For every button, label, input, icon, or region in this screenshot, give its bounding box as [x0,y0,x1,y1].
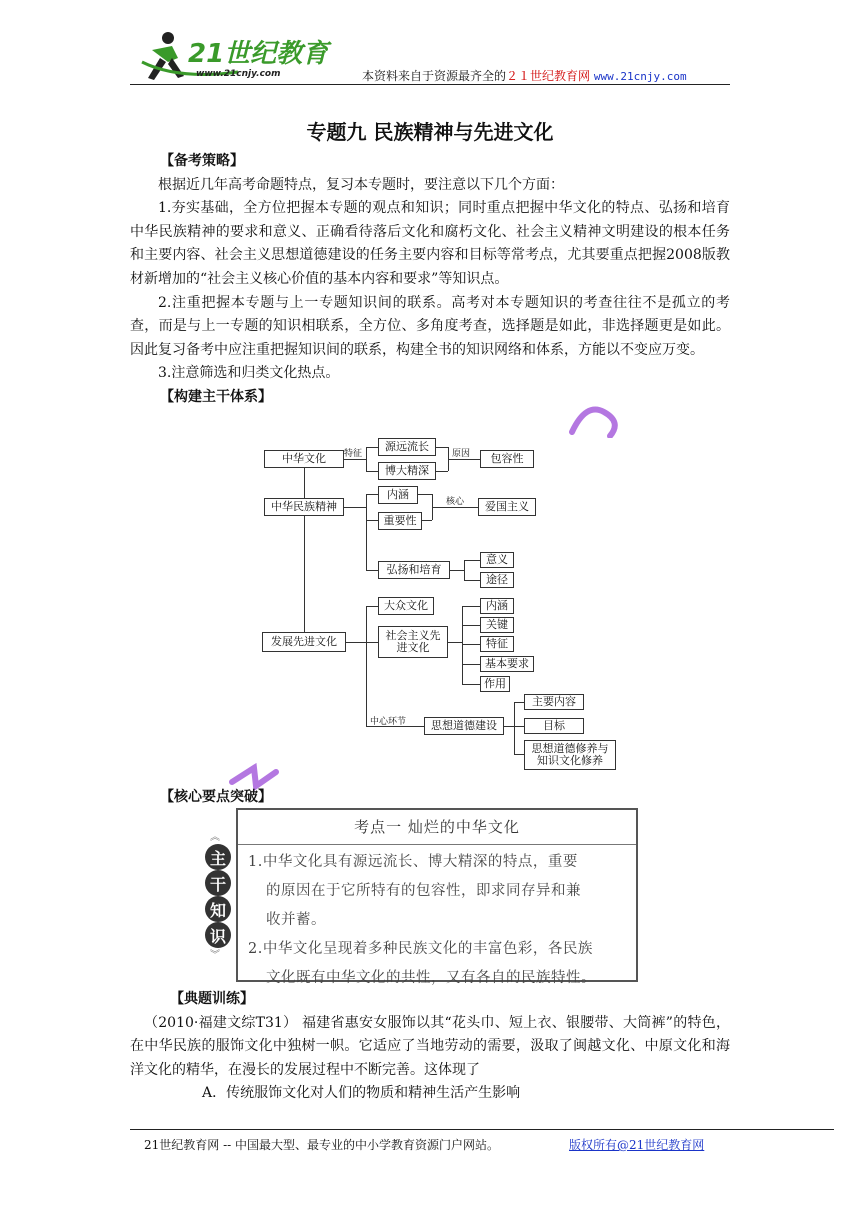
connector [366,520,378,521]
connector [504,726,514,727]
connector [448,642,462,643]
node-jiben: 基本要求 [480,656,534,672]
strategy-point-2: 2.注重把握本专题与上一专题知识间的联系。高考对本专题知识的考查往往不是孤立的考查，而是与上一专题的知识相联系，全方位、多角度考查，选择题是如此，非选择题更是如此。因此复习备考中应注重把握知识间的联系，构建全书的知识网络和体系，方能以不变应万变。 [130,294,730,358]
node-zhongyao: 重要性 [378,512,422,530]
strategy-point-1: 1.夯实基础，全方位把握本专题的观点和知识；同时重点把握中华文化的特点、弘扬和培育中华民族精神的要求和意义、正确看待落后文化和腐朽文化、社会主义精神文明建设的根本任务和主要内容、社会主义思想道德建设的任务主要内容和目标等常考点，尤其要重点把握2008版教材新增加的“社会主义核心价值的基本内容和要求”等知识点。 [130,200,730,287]
training-heading: 【典题训练】 [170,991,254,1007]
label-yuanyin: 原因 [452,449,471,459]
connector [422,520,432,521]
connector [346,642,366,643]
connector [450,570,464,571]
connector [366,570,378,571]
connector [462,664,480,665]
node-minzu-jingshen: 中华民族精神 [264,498,344,516]
knowledge-item-2-line: 2.中华文化呈现着多种民族文化的丰富色彩，各民族 [248,941,593,957]
header-note [362,67,687,84]
knowledge-box [236,808,638,986]
site-logo [138,28,338,84]
node-shehui [378,626,448,658]
connector [462,606,480,607]
node-xiuyang-line2: 知识文化修养 [537,754,603,767]
page-title: 专题九 民族精神与先进文化 [306,120,554,144]
logo-text: 21世纪教育 [188,39,329,69]
connector [462,644,480,645]
node-shehui-line1: 社会主义先 [385,629,441,642]
connector [304,516,305,632]
side-char: 干 [205,870,231,896]
node-mubiao: 目标 [524,718,584,734]
side-char: 识 [205,922,231,948]
core-heading: 【核心要点突破】 [160,789,272,805]
framework-heading: 【构建主干体系】 [160,388,272,405]
strategy-point-3: 3.注意筛选和归类文化热点。 [158,365,340,382]
training-question: （2010·福建文综T31） 福建省惠安女服饰以其“花头巾、短上衣、银腰带、大筒裤”的特色，在中华民族的服饰文化中独树一帜。它适应了当地劳动的需要，汲取了闽越文化、中原文化和海洋文化的精华，在漫长的发展过程中不断完善。这体现了 [130,1014,730,1078]
connector [464,560,480,561]
label-zhongxin: 中心环节 [370,717,407,727]
connector [464,560,465,580]
node-zuoyong: 作用 [480,676,510,692]
node-guanjian: 关键 [480,617,514,633]
node-zhonghua-wenhua: 中华文化 [264,450,344,468]
connector [514,754,524,755]
connector [462,684,480,685]
connector [436,447,448,448]
chevron-down-icon: ︾ [210,950,220,961]
connector [514,702,524,703]
knowledge-box-body [248,848,626,993]
connector [366,520,367,570]
node-xiuyang-line1: 思想道德修养与 [531,742,609,755]
connector [464,580,480,581]
node-yuanyuan: 源远流长 [378,438,436,456]
node-tezheng2: 特征 [480,636,514,652]
connector [344,459,366,460]
node-shehui-line2: 进文化 [396,641,430,654]
connector [366,494,367,520]
connector [366,471,378,472]
node-hongyang: 弘扬和培育 [378,561,450,579]
node-dazhong: 大众文化 [378,597,434,615]
header-site-link[interactable]: ２１世纪教育网 [506,69,591,83]
footer-text: 21世纪教育网 -- 中国最大型、最专业的中小学教育资源门户网站。 [144,1138,500,1152]
node-sixiang: 思想道德建设 [424,717,504,735]
training-option-a[interactable]: A．传统服饰文化对人们的物质和精神生活产生影响 [202,1085,521,1102]
node-boda: 博大精深 [378,462,436,480]
main-knowledge-tag [203,832,233,961]
connector [448,459,480,460]
side-char: 主 [205,844,231,870]
footer-copyright-link[interactable]: 版权所有@21世纪教育网 [569,1138,705,1152]
knowledge-item-2-line: 文化既有中华文化的共性，又有各自的民族特性。 [266,970,596,986]
node-neihan2: 内涵 [480,598,514,614]
knowledge-item-1-line: 收并蓄。 [266,912,326,928]
training-section [130,988,730,1106]
label-hexin: 核心 [446,497,465,507]
node-tujing: 途径 [480,572,514,588]
header-note-prefix: 本资料来自于资源最齐全的 [362,69,507,83]
footer-divider [130,1129,834,1130]
node-neihan: 内涵 [378,486,418,504]
connector [304,468,305,498]
connector [432,507,478,508]
strategy-section [130,150,730,410]
strategy-intro: 根据近几年高考命题特点，复习本专题时，要注意以下几个方面： [158,176,564,193]
knowledge-box-title: 考点一 灿烂的中华文化 [238,810,636,845]
connector [366,606,367,726]
node-aiguo: 爱国主义 [478,498,536,516]
connector [366,642,378,643]
connector [366,494,378,495]
knowledge-item-1-line: 的原因在于它所特有的包容性，即求同存异和兼 [266,883,581,899]
connector [462,625,480,626]
side-char: 知 [205,896,231,922]
label-tezheng: 特征 [344,449,363,459]
connector [436,471,448,472]
connector [366,447,367,471]
node-zhuyao: 主要内容 [524,694,584,710]
header-divider [130,84,730,85]
connector [418,494,432,495]
header-url-link[interactable]: www.21cnjy.com [593,70,687,83]
connector [366,606,378,607]
connector [366,447,378,448]
connector [514,702,515,754]
strategy-heading: 【备考策略】 [160,153,244,169]
node-yiyi: 意义 [480,552,514,568]
knowledge-item-1-line: 1.中华文化具有源远流长、博大精深的特点，重要 [248,854,578,870]
knowledge-tree-diagram [258,430,609,776]
chevron-up-icon: ︽ [210,832,220,843]
connector [344,507,366,508]
node-fazhan: 发展先进文化 [262,632,346,652]
connector [514,726,524,727]
node-xiuyang [524,740,616,770]
logo-url: www.21cnjy.com [196,69,281,79]
node-baorong: 包容性 [480,450,534,468]
connector [462,606,463,684]
